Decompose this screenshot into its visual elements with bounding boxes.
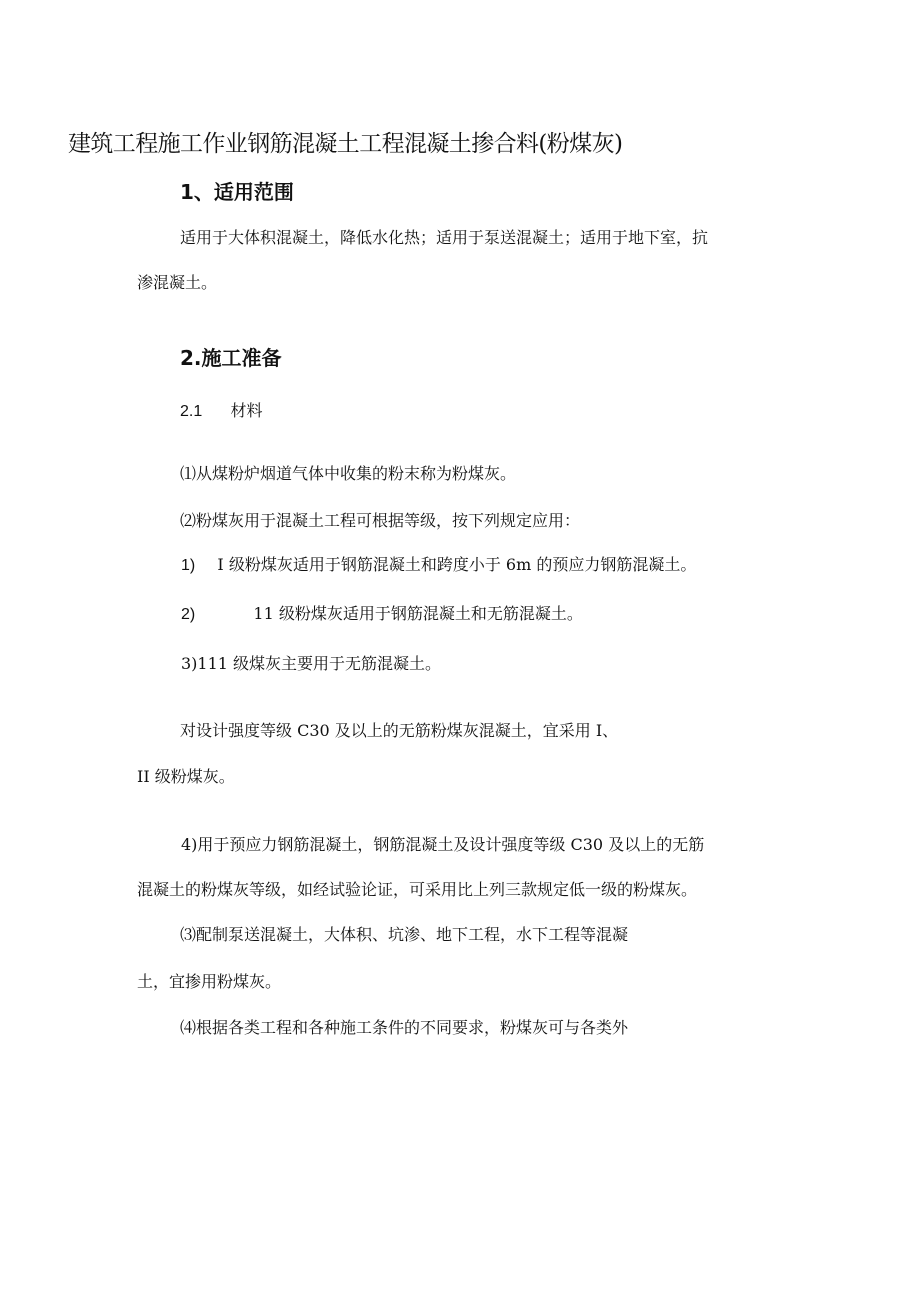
subheading-number: 2.1: [180, 403, 203, 420]
rule-4-line1: 4)用于预应力钢筋混凝土，钢筋混凝土及设计强度等级 C30 及以上的无筋: [181, 835, 705, 854]
subheading-label: 材料: [230, 401, 263, 420]
note-line2: II 级粉煤灰。: [137, 767, 235, 786]
item-1: ⑴从煤粉炉烟道气体中收集的粉末称为粉煤灰。: [180, 464, 517, 483]
item-3-line1: ⑶配制泵送混凝土，大体积、坑渗、地下工程，水下工程等混凝: [180, 925, 629, 944]
rule-1-number: 1): [181, 557, 196, 574]
section1-paragraph-line2: 渗混凝土。: [137, 273, 218, 292]
subheading-2-1: [180, 403, 262, 420]
item-2: ⑵粉煤灰用于混凝土工程可根据等级，按下列规定应用：: [180, 511, 581, 530]
rule-2: [181, 606, 583, 623]
rule-2-number: 2): [181, 606, 196, 623]
rule-1: [181, 557, 696, 574]
document-title: 建筑工程施工作业钢筋混凝土工程混凝土掺合料(粉煤灰): [68, 131, 623, 157]
section1-heading: 1、适用范围: [180, 180, 294, 204]
rule-3: 3)111 级煤灰主要用于无筋混凝土。: [181, 654, 442, 673]
section2-heading: 2.施工准备: [180, 346, 282, 370]
item-4-line1: ⑷根据各类工程和各种施工条件的不同要求，粉煤灰可与各类外: [180, 1018, 629, 1037]
note-line1: 对设计强度等级 C30 及以上的无筋粉煤灰混凝土，宜采用 I、: [180, 721, 619, 740]
rule-2-text: 11 级粉煤灰适用于钢筋混凝土和无筋混凝土。: [253, 604, 583, 623]
item-3-line2: 土，宜掺用粉煤灰。: [137, 972, 282, 991]
rule-4-line2: 混凝土的粉煤灰等级，如经试验论证，可采用比上列三款规定低一级的粉煤灰。: [137, 880, 698, 899]
section1-paragraph-line1: 适用于大体积混凝土，降低水化热；适用于泵送混凝土；适用于地下室，抗: [180, 228, 709, 247]
rule-1-text: I 级粉煤灰适用于钢筋混凝土和跨度小于 6m 的预应力钢筋混凝土。: [217, 555, 697, 574]
